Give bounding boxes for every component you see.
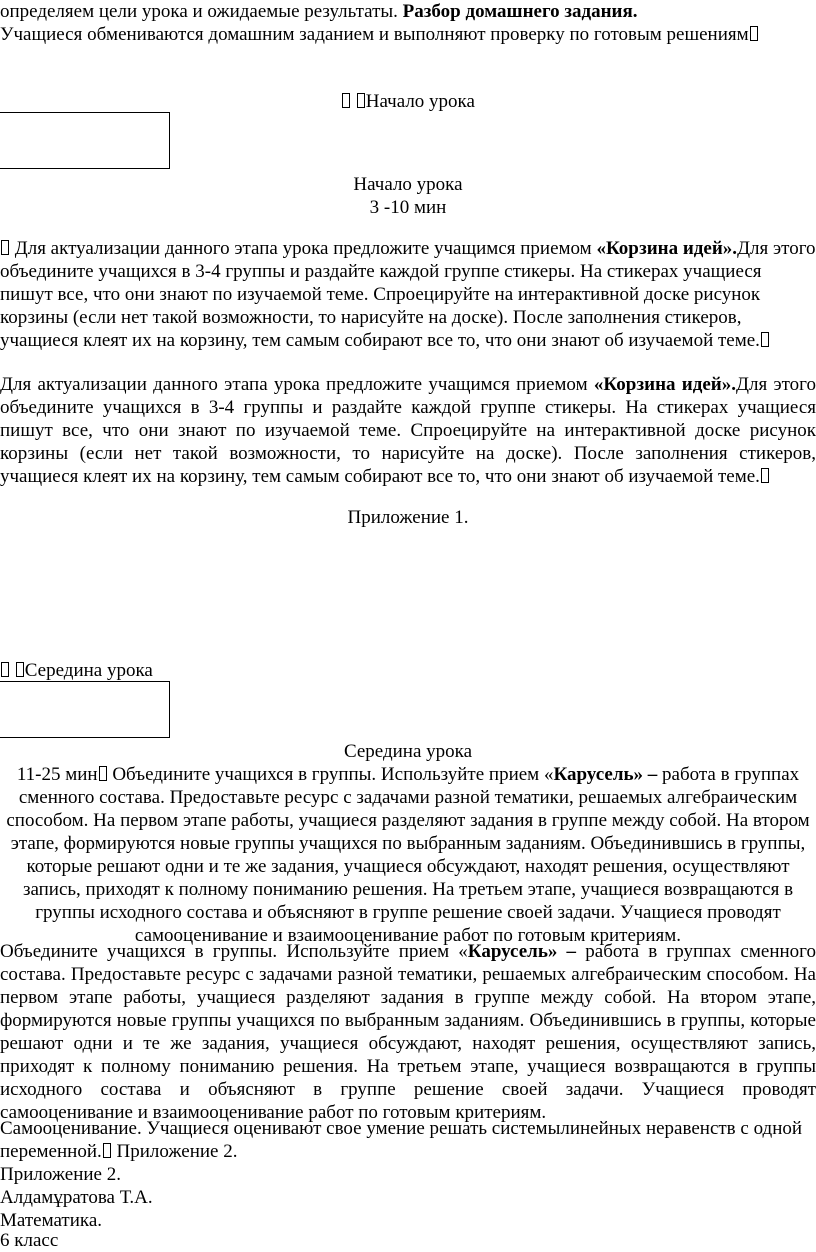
subject-name: Математика. bbox=[0, 1210, 103, 1231]
appendix-1-label: Приложение 1. bbox=[347, 507, 469, 528]
homework-heading: Разбор домашнего задания. bbox=[402, 1, 638, 22]
start-label: Начало урока bbox=[365, 91, 475, 112]
carousel-paragraph-1: 11-25 мин Объедините учащихся в группы. Используйте прием «Карусель» – работа в группах сменного состава. Предоставьте ресурс с задачами разной тематики, решаемых алгебраическим способом. На первом этапе работы, учащиеся разделяют задания в группе между собой. На втором этапе, формируются новые группы учащихся по выбранным заданиям. Объединившись в группы, которые решают одни и те же задания, учащиеся обсуждают, находят решения, осуществляют запись, приходят к полному пониманию решения. На третьем этапе, учащиеся возвращаются в группы исходного состава и объясняют в группе решение своей задачи. Учащиеся проводят самооценивание и взаимооценивание работ по готовым критериям. bbox=[6, 764, 810, 946]
image-placeholder-box bbox=[0, 681, 170, 738]
author-name: Алдамұратова Т.А. bbox=[0, 1187, 153, 1208]
carousel-paragraph-2: Объедините учащихся в группы. Используйте прием «Карусель» – работа в группах сменного состава. Предоставьте ресурс с задачами разной тематики, решаемых алгебраическим способом. На первом этапе работы, учащиеся разделяют задания в группе между собой. На втором этапе, формируются новые группы учащихся по выбранным заданиям. Объединившись в группы, которые решают одни и те же задания, учащиеся обсуждают, находят решения, осуществляют запись, приходят к полному пониманию решения. На третьем этапе, учащиеся возвращаются в группы исходного состава и объясняют в группе решение своей задачи. Учащиеся проводят самооценивание и взаимооценивание работ по готовым критериям. bbox=[0, 941, 816, 1123]
intro-line-2 bbox=[0, 23, 759, 46]
intro-text: определяем цели урока и ожидаемые результаты. bbox=[0, 1, 403, 22]
grade-label: 6 класс bbox=[0, 1230, 59, 1251]
missing-glyph-icon bbox=[1, 662, 9, 677]
carousel-term: Карусель» – bbox=[553, 764, 658, 785]
middle-title: Середина урока bbox=[343, 741, 473, 762]
self-assessment-paragraph: Самооценивание. Учащиеся оценивают свое умение решать системылинейных неравенств с одной переменной. Приложение 2. bbox=[0, 1118, 803, 1162]
intro-text-2: Учащиеся обмениваются домашним заданием и выполняют проверку по готовым решениям bbox=[0, 24, 749, 45]
intro-line-1 bbox=[0, 0, 638, 23]
basket-term: «Корзина идей». bbox=[593, 374, 736, 395]
basket-term: «Корзина идей». bbox=[596, 238, 738, 259]
basket-paragraph-2: Для актуализации данного этапа урока предложите учащимся приемом «Корзина идей».Для этого объедините учащихся в 3-4 группы и раздайте каждой группе стикеры. На стикерах учащиеся пишут все, что они знают по изучаемой теме. Спроецируйте на интерактивной доске рисунок корзины (если нет такой возможности, то нарисуйте на доске). После заполнения стикеров, учащиеся клеят их на корзину, тем самым собирают все то, что они знают об изучаемой теме. bbox=[0, 374, 816, 487]
appendix-2-label: Приложение 2. bbox=[0, 1164, 121, 1185]
missing-glyph-icon bbox=[761, 332, 769, 347]
missing-glyph-icon bbox=[1, 240, 9, 255]
basket-paragraph-1: Для актуализации данного этапа урока предложите учащимся приемом «Корзина идей».Для этого объедините учащихся в 3-4 группы и раздайте каждой группе стикеры. На стикерах учащиеся пишут все, что они знают по изучаемой теме. Спроецируйте на интерактивной доске рисунок корзины (если нет такой возможности, то нарисуйте на доске). После заполнения стикеров, учащиеся клеят их на корзину, тем самым собирают все то, что они знают об изучаемой теме. bbox=[0, 238, 816, 351]
middle-heading-icon-line bbox=[0, 659, 153, 682]
missing-glyph-icon bbox=[761, 468, 769, 483]
start-time: 3 -10 мин bbox=[369, 197, 447, 218]
missing-glyph-icon bbox=[750, 26, 758, 41]
missing-glyph-icon bbox=[342, 93, 350, 108]
middle-time: 11-25 мин bbox=[16, 764, 98, 785]
missing-glyph-icon bbox=[103, 1143, 111, 1158]
start-title: Начало урока bbox=[353, 174, 463, 195]
start-heading-icon-line bbox=[0, 90, 816, 113]
missing-glyph-icon bbox=[357, 93, 365, 108]
missing-glyph-icon bbox=[99, 766, 107, 781]
image-placeholder-box bbox=[0, 112, 170, 169]
middle-label: Середина урока bbox=[24, 660, 153, 681]
missing-glyph-icon bbox=[16, 662, 24, 677]
carousel-term: Карусель» – bbox=[467, 941, 577, 962]
